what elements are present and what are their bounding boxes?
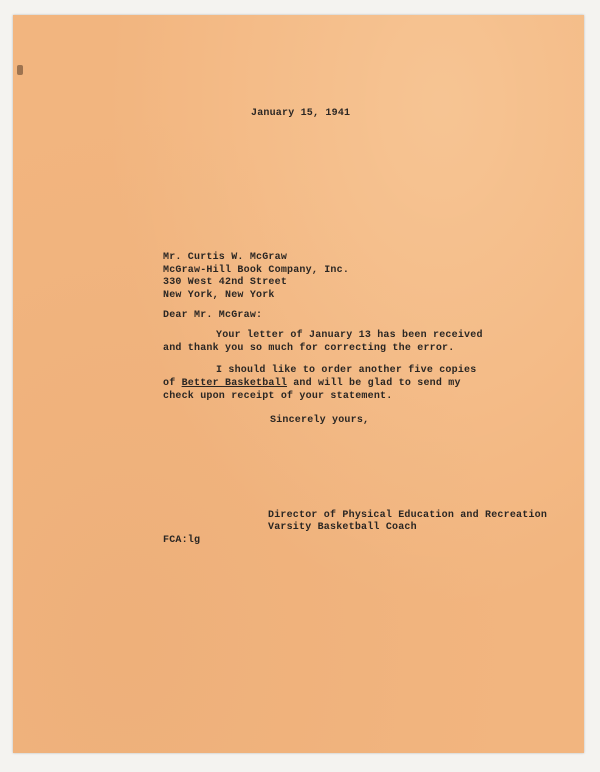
address-line: McGraw-Hill Book Company, Inc. bbox=[163, 265, 350, 276]
body-line: Your letter of January 13 has been received bbox=[216, 330, 483, 341]
punch-mark bbox=[17, 65, 23, 75]
address-line: Mr. Curtis W. McGraw bbox=[163, 252, 288, 263]
signature-title: Director of Physical Education and Recreation bbox=[268, 510, 548, 521]
address-line: New York, New York bbox=[163, 290, 275, 301]
reference-initials: FCA:lg bbox=[163, 535, 201, 546]
body-line: and thank you so much for correcting the error. bbox=[163, 343, 455, 354]
body-line: check upon receipt of your statement. bbox=[163, 391, 393, 402]
body-text: of bbox=[163, 378, 182, 389]
letter-date: January 15, 1941 bbox=[251, 108, 351, 119]
signature-title: Varsity Basketball Coach bbox=[268, 522, 417, 533]
letter-sheet bbox=[13, 15, 584, 753]
closing: Sincerely yours, bbox=[270, 415, 370, 426]
body-line: I should like to order another five copies bbox=[216, 365, 477, 376]
salutation: Dear Mr. McGraw: bbox=[163, 310, 263, 321]
book-title: Better Basketball bbox=[181, 378, 288, 389]
address-line: 330 West 42nd Street bbox=[163, 277, 288, 288]
body-text: and will be glad to send my bbox=[287, 378, 461, 389]
body-line bbox=[163, 378, 461, 390]
